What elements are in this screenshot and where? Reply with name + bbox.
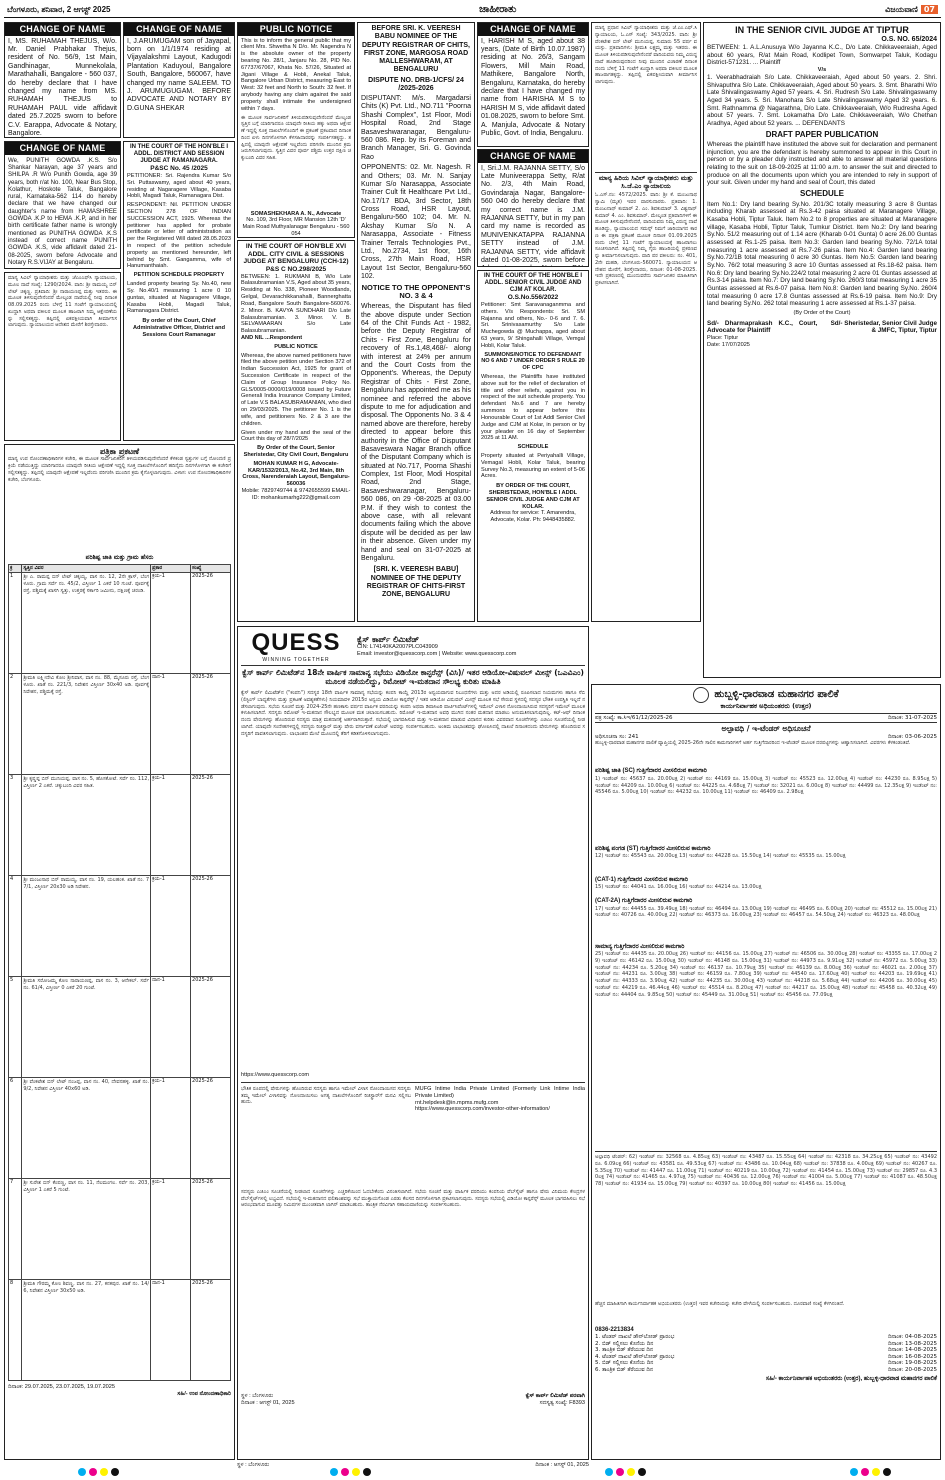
- general-works: 25) ಇಂಡೆಂಟ್ ನಂ: 44435 ರೂ. 20.00ಲಕ್ಷ 26) ಇಂಡೆಂಟ್ ನಂ: 44156 ರೂ. 15.00ಲಕ್ಷ 27) ಇಂಡೆಂಟ್ ನಂ: 46506 ರೂ. 30.00ಲಕ್ಷ 28) ಇಂಡೆಂಟ್ ನಂ: 43355 ರೂ. 17.00ಲಕ್ಷ 29) ಇಂಡೆಂಟ್ ನಂ: 46142 ರೂ. 15.00ಲಕ್ಷ 30) ಇಂಡೆಂಟ್ ನಂ: 46148 ರೂ. 15.00ಲಕ್ಷ 31) ಇಂಡೆಂಟ್ ನಂ: 44973 ರೂ. 9.91ಲಕ್ಷ 32) ಇಂಡೆಂಟ್ ನಂ: 45972 ರೂ. 5.00ಲಕ್ಷ 33) ಇಂಡೆಂಟ್ ನಂ: 44234 ರೂ. 5.20ಲಕ್ಷ 34) ಇಂಡೆಂಟ್ ನಂ: 46137 ರೂ. 10.79ಲಕ್ಷ 35) ಇಂಡೆಂಟ್ ನಂ: 46139 ರೂ. 8.00ಲಕ್ಷ 36) ಇಂಡೆಂಟ್ ನಂ: 46021 ರೂ. 2.00ಲಕ್ಷ 37) ಇಂಡೆಂಟ್ ನಂ: 44231 ರೂ. 3.00ಲಕ್ಷ 38) ಇಂಡೆಂಟ್ ನಂ: 46159 ರೂ. 7.80ಲಕ್ಷ 39) ಇಂಡೆಂಟ್ ನಂ: 44540 ರೂ. 17.60ಲಕ್ಷ 40) ಇಂಡೆಂಟ್ ನಂ: 44203 ರೂ. 19.69ಲಕ್ಷ 41) ಇಂಡೆಂಟ್ ನಂ: 44333 ರೂ. 3.90ಲಕ್ಷ 42) ಇಂಡೆಂಟ್ ನಂ: 44235 ರೂ. 30.00ಲಕ್ಷ 43) ಇಂಡೆಂಟ್ ನಂ: 44218 ರೂ. 5.68ಲಕ್ಷ 44) ಇಂಡೆಂಟ್ ನಂ: 44206 ರೂ. 30.00ಲಕ್ಷ 45) ಇಂಡೆಂಟ್ ನಂ: 44219 ರೂ. 46.44ಲಕ್ಷ 46) ಇಂಡೆಂಟ್ ನಂ: 45514 ರೂ. 8.20ಲಕ್ಷ 47) ಇಂಡೆಂಟ್ ನಂ: 44217 ರೂ. 15.00ಲಕ್ಷ 48) ಇಂಡೆಂಟ್ ನಂ: 45458 ರೂ. 40.32ಲಕ್ಷ 49) ಇಂಡೆಂಟ್ ನಂ: 44404 ರೂ. 9.85ಲಕ್ಷ 50) ಇಂಡೆಂಟ್ ನಂ: 45449 ರೂ. 31.00ಲಕ್ಷ 51) ಇಂಡೆಂಟ್ ನಂ: 45456 ರೂ. 77.09ಲಕ್ಷ: [595, 951, 937, 998]
- change-of-name-ruhamah: [4, 22, 121, 138]
- issue-date: ಬೆಂಗಳೂರು, ಶನಿವಾರ, 2 ಆಗಸ್ಟ್ 2025: [7, 4, 111, 14]
- company-name: ಕ್ವೆಸ್ ಕಾರ್ಪ್ ಲಿಮಿಟೆಡ್: [357, 634, 420, 644]
- hubli-dharwad-tender: [591, 684, 941, 1460]
- plaintiff: BETWEEN: 1. A.L.Anusuya W/o Jayanna K.C., D/o Late. Chikkaveeraiah, Aged about 60 years, R/at Main Road, Kodlipet Town, Somwarpet Taluk, Kodagu District-571231. ... Plaintiff: [707, 44, 937, 67]
- office-phone: 0836-2213834: [595, 1327, 634, 1334]
- masthead: [4, 2, 941, 18]
- black-dot: [638, 1468, 646, 1476]
- kannada-court-notice-column: [591, 22, 701, 622]
- bottom-strip: [237, 1462, 589, 1469]
- case-number: O.S. NO. 65/2024: [881, 35, 937, 43]
- page-number: 07: [921, 5, 938, 14]
- logo-text: ವಿಜಯವಾಣಿ: [885, 4, 918, 14]
- bid-5-label: 5. ಬಿಡ್ ಸಲ್ಲಿಸಲು ಕೊನೆಯ ದಿನ: [595, 1360, 654, 1367]
- public-notice-title: PUBLIC NOTICE: [274, 343, 318, 350]
- box-body: I, MS. RUHAMAH THEJUS, W/o. Mr. Daniel Prabhakar Thejus, resident of No. 56/9, 1st Main, Gandhinagar, Munnekolala, Marathahalli, Bangalore - 560 037, do hereby declare that I have changed my name from MS. RUHAMAH THEJUS to RUHAMAH PAUL vide affidavit dated 25.7.2025 sworn to before C.V. Earappa, Advocate & Notary, Bangalore.: [8, 37, 117, 137]
- black-dot: [363, 1468, 371, 1476]
- registration-marks-right: [605, 1468, 646, 1476]
- shareholder-instructions: ಭೌತಿಕ ರೂಪದಲ್ಲಿ ಷೇರುಗಳನ್ನು ಹೊಂದಿರುವ ಸದಸ್ಯರು ಹಾಗೂ ಇಮೇಲ್ ವಿಳಾಸ ನೋಂದಾಯಿಸದ ಸದಸ್ಯರು ತಮ್ಮ ಇಮೇಲ್ ವಿಳಾಸವನ್ನು ನೋಂದಾಯಿಸಲು ಅಗತ್ಯ ದಾಖಲೆಗಳೊಂದಿಗೆ ರಿಜಿಸ್ಟ್ರಾರ್‌ಗೆ ಮನವಿ ಸಲ್ಲಿಸಬಹುದು.: [241, 1085, 411, 1106]
- date-1: ದಿನಾಂಕ: 04-08-2025: [887, 1334, 937, 1341]
- category-cat1: (CAT-1) ಗುತ್ತಿಗೆದಾರರ ಮೀಸಲಿರುವ ಕಾಮಗಾರಿ: [595, 877, 689, 884]
- box-heading: CHANGE OF NAME: [124, 23, 234, 36]
- change-of-name-harish: [477, 22, 589, 147]
- box-body: I, J.ARUMUGAM son of Jayapal, born on 1/1/1974 residing at Vijayalakshmi Layout, Kadugodi Plantation Kaduyoul, Bangalore South, Bangalore, 560067, have changed my name SALEEM. TO J. ARUMUGUGAM. BEFORE ADVOCATE AND NOTARY BY D.GUNA SHEKAR: [127, 37, 231, 112]
- notice-body-continued: ಈ ಮೂಲಕ ಸಾರ್ವಜನಿಕರಿಗೆ ತಿಳಿಯಪಡಿಸುವುದೇನೆಂದರೆ ಮೇಲ್ಕಂಡ ಸ್ವತ್ತಿನ ಬಗ್ಗೆ ಯಾರಿಗಾದರೂ ಯಾವುದೇ ರೀತಿಯ ಹಕ್ಕು ಅಥವಾ ಆಕ್ಷೇಪಣೆ ಇದ್ದಲ್ಲಿ ಸೂಕ್ತ ದಾಖಲೆಗಳೊಂದಿಗೆ ಈ ಪ್ರಕಟಣೆ ಪ್ರಕಟವಾದ ದಿನಾಂಕದಿಂದ ಏಳು ದಿನಗಳೊಳಗಾಗಿ ಕೆಳಸಹಿದಾರರನ್ನು ಸಂಪರ್ಕಿಸತಕ್ಕದ್ದು. ತಪ್ಪಿದಲ್ಲಿ ಯಾವುದೇ ಆಕ್ಷೇಪಣೆ ಇಲ್ಲವೆಂದು ಪರಿಗಣಿಸಿ ಮುಂದಿನ ಕ್ರಮ ಜರುಗಿಸಲಾಗುವುದು. ಸ್ವತ್ತಿನ ವಿವರ ಪೂರ್ವ ಪಶ್ಚಿಮ ಉತ್ತರ ದಕ್ಷಿಣ ಚಕ್ಕುಬಂದಿ ವಿವರ ಸಹಿತ.: [241, 114, 351, 162]
- box-body: We, PUNITH GOWDA .K.S. S/o Shankar Narayan, age 37 years and SHILPA .R W/o Punith Gowda, age 39 years, both r/at No. 100, Near Bus Stop, Kolathur, Hoskote Taluk, Bangalore rural, Karnataka-562 114 do hereby declare that we have changed our daughter's name from HAMASHREE GOWDA .K.P to HEMA .K.P, and in her birth certificate father name is wrongly mentioned as PUNITHA GOWDA .K.S instead of correct name PUNITH GOWDA .K.S, vide affidavit dated 21-08-2025, sworn before Advocate and Notary R.S.VIJAY at Bengaluru.: [8, 156, 117, 266]
- yellow-dot: [627, 1468, 635, 1476]
- schedule-title: SCHEDULE: [799, 189, 844, 199]
- table-row: 8 ಶ್ರೀಮತಿ ಗೌರಮ್ಮ ಕೋಂ ಶಿವಣ್ಣ, ವಾಸ ನಂ. 27, ಕನಕಪುರ. ಖಾತೆ ನಂ. 14/6, ನಿವೇಶನ ವಿಸ್ತೀರ್ಣ 30x50 ಅಡಿ. ದಾನ-1 2025-26: [9, 1280, 231, 1381]
- category-st: ಪರಿಶಿಷ್ಟ ಪಂಗಡ (ST) ಗುತ್ತಿಗೆದಾರರ ಮೀಸಲಿರುವ ಕಾಮಗಾರಿ: [595, 845, 711, 852]
- date-6: ದಿನಾಂಕ: 20-08-2025: [887, 1366, 937, 1373]
- schedule-table: [8, 564, 231, 1382]
- date: ದಿನಾಂಕ : ಆಗಸ್ಟ್ 01, 2025: [241, 1399, 295, 1406]
- petitioners: BETWEEN: 1. RUKMANI B, W/o Late Balasubramanian V.S, Aged about 35 years, Residing at No. 338, Pioneer Woodlands, Gelgal, Devarachikkanahalli, Bannerghatta Road, Bangalore South Bangalore-560076. 2. Minor. B. KAVYA SUNDHARI D/o Late Balasubramanian. 3. Minor. V. B. SELVAMAARAN S/o Late Balasubramanian.: [241, 273, 351, 335]
- court-order: (By Order of the Court): [793, 309, 851, 316]
- public-notice-body: Whereas, the above named petitioners have filed the above petition under Section 372 of Indian Succession Act, 1925 for grant of Succession Certificate in respect of the Claim of Group Insurance Policy No. GLS/0005-0000/019/0008 issued by Future Generali India Insurance Company Limited, of Late V.S BALASUBRAMANIAN, who died on 29/03/2025. The petitioner No. 1 is the wife, and petitioners No. 2 & 3 are the children.: [241, 352, 351, 427]
- box-heading: CHANGE OF NAME: [478, 150, 588, 163]
- schedule-body: Item No.1: Dry land bearing Sy.No. 201/3C totally measuring 3 acre 8 Guntas including Kharab assessed at Rs.3-42 paisa situated at Maranagere Village, Kasaba Hobli, Tiptur Taluk. Item No.2 to 8 properties are situated at Maranagere village, Kasaba Hobli, Tiptur Taluk, Tumkur District. Item No.2: Dry land bearing Sy.No. 51/2 measuring out of 1.14 acre (Kharab 0-01 Gunta) 0 acre 26.00 Guntas assessed at Rs.1-25 paisa. Item No.3: Garden land bearing Sy.No. 72/1A total measuring 1 acre assessed at Rs.7-26 paisa. Item No.4: Garden land bearing Sy.No.72/1B total measuring 0 acre 30 Guntas. Item No.5: Garden land bearing Sy.No. 76/2 total measuring 3 acre 10 Guntas assessed at Rs.18-62 paisa. Item No.6: Dry land bearing Sy.No.224/2 total measuring 2 acre 01 Guntas assessed at Rs.3-14 paisa. Item No.7: Dry land bearing Sy.No. 260/3 total measuring 1 acre 35 Guntas assessed at Rs.6-07 paisa. Item No.8: Garden land bearing Sy.No. 260/4 total measuring 0 acre 17.8 Guntas assessed at Rs.6-19 paisa. Item No.9: Dry land bearing Sy.No. 262 total measuring 1 acre assessed at Rs.1-37 paisa.: [707, 200, 937, 308]
- bottom-date: ದಿನಾಂಕ : ಆಗಸ್ಟ್ 01, 2025: [535, 1462, 589, 1468]
- magenta-dot: [861, 1468, 869, 1476]
- case-number: P&SC No. 45 /2025: [150, 165, 208, 173]
- col-ref: ಸಂಖ್ಯೆ: [191, 564, 231, 573]
- date-2: ದಿನಾಂಕ: 13-08-2025: [887, 1340, 937, 1347]
- table-row: 6 ಶ್ರೀ ವೆಂಕಟೇಶ ಬಿನ್ ಲೇಟ್ ನಂಜಪ್ಪ, ವಾಸ ನಂ. 40, ದೇವನಹಳ್ಳಿ. ಖಾತೆ ನಂ. 9/2, ನಿವೇಶನ ವಿಸ್ತೀರ್ಣ 40x60 ಅಡಿ. ಕ್ರಯ-1 2025-26: [9, 1078, 231, 1179]
- petitioner: PETITIONER: Sri. Rajendra Kumar S/o Sri. Puttaswamy, aged about 40 years, residing at Nagaragere Village, Kasaba Hobli, Magadi Taluk, Ramanagara Dist.: [127, 172, 231, 200]
- section-title: ಜಾಹೀರಾತು: [479, 3, 517, 15]
- yellow-dot: [100, 1468, 108, 1476]
- kannada-property-schedule: [4, 444, 235, 1460]
- draft-body: Whereas the plaintiff have instituted the above suit for declaration and permanent injunction, you are the defendant is hereby summoned to appear in this Court in person or by a pleader duly instructed and able to answer all material questions relating to the suit on 18-09-2025 at 11:00 a.m. to answer the suit and directed to produce on all the documents upon which you are intended to rely in support of your suit. Given under my hand and seal of Court, this dated: [707, 141, 937, 187]
- case-number: P&S C NO.298/2025: [265, 265, 327, 273]
- quess-rta-section: [241, 1082, 585, 1186]
- bid-end-label: 2. ಬಿಡ್ ಸಲ್ಲಿಸಲು ಕೊನೆಯ ದಿನ: [595, 1340, 654, 1347]
- schedule-title: SCHEDULE: [517, 444, 549, 451]
- defendants: 1. Veerabhadraiah S/o Late. Chikkaveeraiah, Aged about 50 years. 2. Shri. Shivaputhra S/o Late. Chikkaveeraiah, Aged about 50 years. 3. Smt. Bharathi W/o Late Shivalingaswamy Aged 57 years. 4. Sri. Rudresh S/o Late. Shivalingaswamy Aged 34 years. 5. Sri. Manohara S/o Late Shivalingaswamy Aged 32 years. 6. Smt. Rathnamma @ Nagarathna, D/o Late. Chikkaveeraiah, W/o Rudresha Aged about 57 years. 7. Smt. Lokamatha D/o Late. Chikkaveeraiah, W/o Chethan Aradhya, Aged about 52 years. ... DEFENDANTS: [707, 73, 937, 127]
- box-heading: PUBLIC NOTICE: [238, 23, 354, 36]
- date-3: ದಿನಾಂಕ: 14-08-2025: [887, 1347, 937, 1354]
- col-no: ಕ್ರ: [9, 564, 22, 573]
- reference-row: [595, 713, 937, 723]
- quess-brand: QUESS: [251, 629, 341, 656]
- box-body: I, Sri.J.M. RAJANNA SETTY, S/o Late Muniveerappa Setty, R/at No. 2/3, 4th Main Road, Govindaraja Nagar, Bangalore-560 040 do hereby declare that my correct name is J.M. RAJANNA SETTY, but in my pan card my name is recorded as MUNIVENKATAPPA RAJANNA SETTY instead of J.M. RAJANNA SETTY, vide affidavit dated 01-08-2025, sworn before: [481, 164, 585, 264]
- notice-body: Whereas, the Disputant has filed the above dispute under Section 64 of the Chit Funds Act - 1982, before the Deputy Registrar of Chits - First Zone, Bengaluru for recovery of Rs.1,48,468/- along with interest at 24% per annum and the Court Costs from the Opponent's. Whereas, the Deputy Registrar of Chits - First Zone, Bengaluru has appointed me as his nominee and referred the above dispute to me for adjudication and disposal. The Opponents No. 3 & 4 named above are therefore, hereby directed to appear before this authority in the Office of Disputant Basaveswara Nagar Branch office of the Disputant Company which is situated at No.717, Poorna Shashi Complex, 1st Floor, Modi Hospital Road, 2nd Stage, Basaveshwaranagar, Bengaluru-560 086, on 29 -08-2025 at 03.00 P.M. if they wish to contest the above case, with all relevant documents failing which the above dispute will be decided as per law in their absence. Given under my hand and seal on 31-07-2025 at Bengaluru.: [361, 303, 471, 562]
- notice-body: RESPONDENT: Nil. PETITION UNDER SECTION 278 OF INDIAN SUCCESSION ACT, 1925. Whereas the petitioner has applied for probate certificate or letter of administration as per the Registered Will dated 28.05.2023 in respect of the petition schedule property as mentioned hereunder, left behind by Smt. Gangamma, wife of Hanumanthaiah.: [127, 202, 231, 270]
- tender-contact: ಹೆಚ್ಚಿನ ಮಾಹಿತಿಗಾಗಿ ಕಾರ್ಯನಿರ್ವಾಹಕ ಅಭಿಯಂತರರು (ಉತ್ತರ) ಇವರ ಕಚೇರಿಯನ್ನು ಕಚೇರಿ ವೇಳೆಯಲ್ಲಿ ಸಂಪರ್ಕಿಸಬಹುದು. ದೂರವಾಣಿ ಸಂಖ್ಯೆ ಕೆಳಗಿನಂತಿದೆ.: [595, 1301, 845, 1308]
- opponents: OPPONENTS: 02. Mr. Nagesh. R and Others; 03. Mr. N. Sanjay Kumar S/o Narasappa, Associate Trainer Cult fit Healthcare Pvt Ltd., No.17/17 BDA, 3rd Sector, 18th Cross Road, HSR Layout, Bengaluru-560 102; 04. Mr. N. Akshay Kumar S/o N. A Narasappa, Associate - Fitness Trainer Terrals Technologies Pvt., Ltd., No.2734, 1st floor, 16th Cross, 27th Main Road, HSR Layout 1st Sector, Bengaluru-560 102.: [361, 164, 471, 281]
- rta-email[interactable]: rnt.helpdesk@in.mpms.mufg.com: [415, 1099, 499, 1106]
- sc-works: 1) ಇಂಡೆಂಟ್ ನಂ: 45637 ರೂ. 20.00ಲಕ್ಷ 2) ಇಂಡೆಂಟ್ ನಂ: 44169 ರೂ. 15.00ಲಕ್ಷ 3) ಇಂಡೆಂಟ್ ನಂ: 45523 ರೂ. 12.00ಲಕ್ಷ 4) ಇಂಡೆಂಟ್ ನಂ: 44230 ರೂ. 8.95ಲಕ್ಷ 5) ಇಂಡೆಂಟ್ ನಂ: 44209 ರೂ. 10.00ಲಕ್ಷ 6) ಇಂಡೆಂಟ್ ನಂ: 44225 ರೂ. 4.68ಲಕ್ಷ 7) ಇಂಡೆಂಟ್ ನಂ: 32021 ರೂ. 6.00ಲಕ್ಷ 8) ಇಂಡೆಂಟ್ ನಂ: 44499 ರೂ. 12.35ಲಕ್ಷ 9) ಇಂಡೆಂಟ್ ನಂ: 45546 ರೂ. 5.00ಲಕ್ಷ 10) ಇಂಡೆಂಟ್ ನಂ: 44232 ರೂ. 10.00ಲಕ್ಷ 11) ಇಂಡೆಂಟ್ ನಂ: 46409 ರೂ. 2.98ಲಕ್ಷ: [595, 775, 937, 796]
- kannada-notice-top: ಮಾನ್ಯ ಪ್ರಧಾನ ಸಿವಿಲ್ ನ್ಯಾಯಾಧೀಶರು ಮತ್ತು ಜೆ.ಎಂ.ಎಫ್.ಸಿ ನ್ಯಾಯಾಲಯ, ಓ.ಎಸ್ ಸಂಖ್ಯೆ: 343/2025. ವಾದಿ: ಶ್ರೀ ವೆಂಕಟೇಶ ಬಿನ್ ಲೇಟ್ ಮುನಿಯಪ್ಪ, ಸುಮಾರು 55 ವರ್ಷ ವಯಸ್ಸು. ಪ್ರತಿವಾದಿಗಳು: ಶ್ರೀಮತಿ ಲಕ್ಷ್ಮಮ್ಮ ಮತ್ತು ಇತರರು. ಈ ಮೂಲಕ ತಿಳಿಯಪಡಿಸುವುದೇನೆಂದರೆ ವಾದಿಯವರು ನಿಮ್ಮ ವಿರುದ್ಧ ದಾವೆ ಹೂಡಿರುವುದರಿಂದ ನೀವು ಮುಂದಿನ ವಿಚಾರಣೆ ದಿನಾಂಕದಂದು ಬೆಳಿಗ್ಗೆ 11 ಗಂಟೆಗೆ ಖುದ್ದಾಗಿ ಅಥವಾ ವಕೀಲರ ಮೂಲಕ ಹಾಜರಾಗತಕ್ಕದ್ದು. ತಪ್ಪಿದಲ್ಲಿ ಏಕಪಕ್ಷೀಯವಾಗಿ ತೀರ್ಮಾನಿಸಲಾಗುವುದು.: [595, 25, 697, 85]
- court-title: IN THE COURT OF HON'BLE XVI ADDL. CITY CIVIL & SESSIONS JUDGE AT BENGALURU (CCH-12): [243, 243, 349, 266]
- magenta-dot: [341, 1468, 349, 1476]
- cat2a-works: 17) ಇಂಡೆಂಟ್ ನಂ: 44455 ರೂ. 39.49ಲಕ್ಷ 18) ಇಂಡೆಂಟ್ ನಂ: 46494 ರೂ. 13.00ಲಕ್ಷ 19) ಇಂಡೆಂಟ್ ನಂ: 46495 ರೂ. 6.00ಲಕ್ಷ 20) ಇಂಡೆಂಟ್ ನಂ: 45512 ರೂ. 15.00ಲಕ್ಷ 21) ಇಂಡೆಂಟ್ ನಂ: 40726 ರೂ. 40.00ಲಕ್ಷ 22) ಇಂಡೆಂಟ್ ನಂ: 46373 ರೂ. 16.00ಲಕ್ಷ 23) ಇಂಡೆಂಟ್ ನಂ: 46457 ರೂ. 54.50ಲಕ್ಷ 24) ಇಂಡೆಂಟ್ ನಂ: 46323 ರೂ. 48.00ಲಕ್ಷ: [595, 905, 937, 919]
- bid-4-label: 4. ಟೆಂಡರ್ ದಾಖಲೆ ಡೌನ್‌ಲೋಡ್ ಪ್ರಾರಂಭ: [595, 1353, 675, 1360]
- advocate-address: No. 109, 3rd Floor, MR Mansion 12th 'D' Main Road Muthyalanagar Bengaluru - 560 054: [242, 217, 350, 237]
- notification-number: ಅಧಿಸೂಚನಾ ಸಂ: 241: [595, 733, 639, 740]
- parties: Petitioner: Smt Saravanaganmma and others. V/s Respondents: Sri. SM Rajanna and others, No.- 0-6 and 7. 6. Sri. Srinivasamurthy S/o Late Muchegowda @ Muchappa, aged about 63 years, 9/ Shingahalli Village, Vemgal Hobli, Kolar Taluk.: [481, 301, 585, 349]
- black-dot: [111, 1468, 119, 1476]
- place: ಸ್ಥಳ : ಬೆಂಗಳೂರು: [241, 1392, 274, 1399]
- yellow-dot: [872, 1468, 880, 1476]
- yellow-dot: [352, 1468, 360, 1476]
- place: Place: Tiptur: [707, 335, 739, 342]
- registration-marks-left: [78, 1468, 119, 1476]
- change-of-name-arumugam: [123, 22, 235, 138]
- reference-date: ದಿನಾಂಕ: 31-07-2025: [887, 714, 937, 721]
- bottom-place: ಸ್ಥಳ : ಬೆಂಗಳೂರು: [237, 1462, 270, 1468]
- city-civil-court-notice: [237, 240, 355, 622]
- col-type: ಪ್ರಕಾರ: [151, 564, 191, 573]
- draft-title: DRAFT PAPER PUBLICATION: [765, 129, 879, 139]
- notification-date: ದಿನಾಂಕ: 03-06-2025: [887, 733, 937, 740]
- tender-intro: ಹುಬ್ಬಳ್ಳಿ-ಧಾರವಾಡ ಮಹಾನಗರ ಪಾಲಿಕೆ ವ್ಯಾಪ್ತಿಯಲ್ಲಿ 2025-26ನೇ ಸಾಲಿನ ಕಾಮಗಾರಿಗಳಿಗೆ ಅರ್ಹ ಗುತ್ತಿಗೆದಾರರಿಂದ ಇ-ಟೆಂಡರ್ ಮೂಲಕ ದರಪಟ್ಟಿಗಳನ್ನು ಆಹ್ವಾನಿಸಲಾಗಿದೆ. ವಿವರಗಳು ಕೆಳಕಂಡಂತಿವೆ.: [595, 740, 911, 747]
- category-sc: ಪರಿಶಿಷ್ಟ ಜಾತಿ (SC) ಗುತ್ತಿಗೆದಾರರ ಮೀಸಲಿರುವ ಕಾಮಗಾರಿ: [595, 768, 707, 775]
- advocate-sign: Sd/- Dharmaprakash K.C., Court, Advocate for Plaintiff: [707, 319, 818, 335]
- table-row: 4 ಶ್ರೀ ಮಂಜುನಾಥ ಬಿನ್ ರಾಮಯ್ಯ, ವಾಸ ನಂ. 19, ಯಲಹಂಕ. ಖಾತೆ ನಂ. 77/1, ವಿಸ್ತೀರ್ಣ 20x30 ಅಡಿ ನಿವೇಶನ. ಕ್ರಯ-1 2025-26: [9, 876, 231, 977]
- quess-agm-notice: [237, 626, 589, 1460]
- table-header-row: [9, 564, 231, 573]
- disputant: DISPUTANT: M/s. Margadarsi Chits (K) Pvt. Ltd., NO.711 "Poorna Shashi Complex", 1st Floor, Modi Hospital Road, 2nd Stage Basaveshwaranagar, Bengaluru-560 086. Rep. by its Foreman and Branch Manager, Sri. G. Govinda Rao: [361, 95, 471, 161]
- tender-subtitle: ಅಲ್ಪಾವಧಿ / ಇ-ಟೆಂಡರ್ ಅಧಿಸೂಚನೆ: [721, 724, 811, 734]
- dispute-number: DISPUTE NO. DRB-1/CFS/ 24 /2025-2026: [368, 76, 464, 92]
- corporation-name: ಹುಬ್ಬಳ್ಳಿ-ಧಾರವಾಡ ಮಹಾನಗರ ಪಾಲಿಕೆ: [714, 689, 839, 701]
- box-heading: CHANGE OF NAME: [478, 23, 588, 36]
- kannada-notice-text: ಮಾನ್ಯ ಸಿವಿಲ್ ನ್ಯಾಯಾಧೀಶರು ಮತ್ತು ಜೆಎಂಎಫ್‌ಸಿ ನ್ಯಾಯಾಲಯ, ಮೂಲ ದಾವೆ ಸಂಖ್ಯೆ: 1290/2024. ವಾದಿ: ಶ್ರೀ ರಾಮಯ್ಯ ಬಿನ್ ಲೇಟ್ ಚಿಕ್ಕಣ್ಣ. ಪ್ರತಿವಾದಿ: ಶ್ರೀ ನಾರಾಯಣಪ್ಪ ಮತ್ತು ಇತರರು. ಈ ಮೂಲಕ ತಿಳಿಸುವುದೇನೆಂದರೆ ಮೇಲ್ಕಂಡ ದಾವೆಯಲ್ಲಿ ನೀವು ದಿನಾಂಕ 08.09.2025 ರಂದು ಬೆಳಿಗ್ಗೆ 11 ಗಂಟೆಗೆ ನ್ಯಾಯಾಲಯದಲ್ಲಿ ಖುದ್ದಾಗಿ ಅಥವಾ ವಕೀಲರ ಮೂಲಕ ಹಾಜರಾಗಿ ನಿಮ್ಮ ಆಕ್ಷೇಪಣೆಯನ್ನು ಸಲ್ಲಿಸತಕ್ಕದ್ದು. ತಪ್ಪಿದಲ್ಲಿ ಏಕಪಕ್ಷೀಯವಾಗಿ ತೀರ್ಮಾನಿಸಲಾಗುವುದು. ನ್ಯಾಯಾಲಯದ ಆದೇಶದ ಮೇರೆಗೆ ಶಿರಸ್ತೇದಾರರು.: [8, 275, 117, 329]
- case-number: O.S.No.556/2022: [507, 294, 559, 302]
- rta-details: [415, 1086, 585, 1186]
- table-row: 1 ಶ್ರೀ ಎ. ರಾಮಪ್ಪ ಬಿನ್ ಲೇಟ್ ಚಿಕ್ಕಯ್ಯ, ವಾಸ ನಂ. 12, 2ನೇ ಕ್ರಾಸ್, ಬೆಂಗಳೂರು. ಗ್ರಾಮ ಸರ್ವೆ ನಂ. 45/2, ವಿಸ್ತೀರ್ಣ 1 ಎಕರೆ 10 ಗುಂಟೆ. ಪೂರ್ವಕ್ಕೆ ರಸ್ತೆ, ಪಶ್ಚಿಮಕ್ಕೆ ಖಾಸಗಿ ಸ್ವತ್ತು, ಉತ್ತರಕ್ಕೆ ಸರ್ಕಾರಿ ಜಮೀನು, ದಕ್ಷಿಣಕ್ಕೆ ಚರಂಡಿ. ಕ್ರಯ-1 2025-26: [9, 573, 231, 674]
- public-notice-shwetha: [237, 22, 355, 238]
- quess-tagline: WINNING TOGETHER: [262, 657, 330, 664]
- sheristedar-sign: Sd/- Sheristedar, Senior Civil Judge & JMFC, Tiptur, Tiptur: [830, 319, 937, 335]
- magenta-dot: [616, 1468, 624, 1476]
- quess-company-info: [357, 635, 585, 658]
- registration-marks-middle: [330, 1468, 371, 1476]
- kannada-notice-body: ಓ.ಎಸ್.ನಂ: 4572/2025. ವಾದಿ: ಶ್ರೀ ಕೆ. ಮಂಜುನಾಥ ಸ್ವಾಮಿ (ಮೃತ) ಇವರ ವಾರಸುದಾರರು. ಪ್ರತಿವಾದಿ: 1. ಮಂಜುನಾಥ್ ಕುಮಾರ್ 2. ಎಂ. ಶಿವಕುಮಾರ್ 3. ವಿಶ್ವನಾಥ್ ಕುಮಾರ್ 4. ಎಂ. ಶಿವಕುಮಾರ್. ಮೇಲ್ಕಂಡ ಪ್ರತಿವಾದಿಗಳಿಗೆ ಈ ಮೂಲಕ ತಿಳಿಸುವುದೇನೆಂದರೆ, ವಾದಿಯವರು ನಿಮ್ಮ ವಿರುದ್ಧ ದಾವೆ ಹೂಡಿದ್ದು, ನ್ಯಾಯಾಲಯದ ಸಮನ್ಸ್ ನಿಮಗೆ ಜಾರಿಯಾಗದ ಕಾರಣ ಈ ಪತ್ರಿಕಾ ಪ್ರಕಟಣೆ ಮೂಲಕ ದಿನಾಂಕ 01.09.2025 ರಂದು ಬೆಳಿಗ್ಗೆ 11 ಗಂಟೆಗೆ ನ್ಯಾಯಾಲಯಕ್ಕೆ ಹಾಜರಾಗಲು ಸೂಚಿಸಲಾಗಿದೆ. ತಪ್ಪಿದಲ್ಲಿ ನಿಮ್ಮ ಗೈರು ಹಾಜರಿಯಲ್ಲಿ ಪ್ರಕರಣವನ್ನು ತೀರ್ಮಾನಿಸಲಾಗುವುದು. ವಾದಿ ಪರ ವಕೀಲರು: ನಂ. 401, 2ನೇ ಮಹಡಿ, ಬೆಂಗಳೂರು-560071. ನ್ಯಾಯಾಲಯದ ಆದೇಶದ ಮೇರೆಗೆ, ಶಿರಸ್ತೇದಾರರು, ದಿನಾಂಕ: 01-08-2025. ಇದೇ ಪ್ರಕರಣದಲ್ಲಿ ಮುಂದುವರೆದು ಸಾರ್ವಜನಿಕರ ಮಾಹಿತಿಗಾಗಿ ಪ್ರಕಟಿಸಲಾಗಿದೆ.: [595, 192, 697, 287]
- summons-body: Whereas, the Plaintiffs have instituted above suit for the relief of declaration of title and other reliefs, against you in respect of the suit schedule property. You defendant No.6 and 7 are hereby summons to appear before this Honourable Court of 1st Addl Senior Civil Judge and CJM at Kolar, in person or by your pleader on 16 day of September 2025 at 11 AM.: [481, 374, 585, 442]
- date: Date: 17/07/2025: [707, 341, 750, 348]
- registration-marks-far-right: [850, 1468, 891, 1476]
- black-dot: [883, 1468, 891, 1476]
- notice-title: ಪತ್ರಿಕಾ ಪ್ರಕಟಣೆ: [99, 447, 140, 456]
- col-details: ಸ್ವತ್ತಿನ ವಿವರ: [22, 564, 151, 573]
- notice-title: BEFORE SRI. K. VEERESH BABU NOMINEE OF THE DEPUTY REGISTRAR OF CHITS, FIRST ZONE, MARGOSA ROAD MALLESHWARAM, AT BENGALURU: [362, 25, 470, 74]
- agm-body: ಕ್ವೆಸ್ ಕಾರ್ಪ್ ಲಿಮಿಟೆಡ್‌ನ ("ಕಂಪನಿ") ಸದಸ್ಯರ 18ನೇ ವಾರ್ಷಿಕ ಸಾಮಾನ್ಯ ಸಭೆಯನ್ನು ಕಂಪನಿ ಕಾಯ್ದೆ 2013ರ ಅನ್ವಯವಾಗುವ ನಿಬಂಧನೆಗಳು ಮತ್ತು ಅದರ ಅಡಿಯಲ್ಲಿ ರೂಪಿಸಲಾದ ನಿಯಮಗಳು ಹಾಗೂ ಸೆಬಿ (ಲಿಸ್ಟಿಂಗ್ ಬಾಧ್ಯತೆಗಳು ಮತ್ತು ಪ್ರಕಟಣೆ ಅವಶ್ಯಕತೆಗಳು) ನಿಯಮಾವಳಿ 2015ರ ಅನ್ವಯ ವಿಡಿಯೋ ಕಾನ್ಫರೆನ್ಸ್ / ಇತರ ಆಡಿಯೋ ವಿಷುವಲ್ ಮೀನ್ಸ್ ಮೂಲಕ ಸಭೆ ಸೇರುವ ಸ್ಥಳದಲ್ಲಿ ಸದಸ್ಯರ ಭೌತಿಕ ಉಪಸ್ಥಿತಿ ಇಲ್ಲದೆ ನಡೆಸಲಾಗುವುದು. ಸಭೆಯ ಸೂಚನೆ ಮತ್ತು 2024-25ನೇ ಹಣಕಾಸು ವರ್ಷದ ವಾರ್ಷಿಕ ವರದಿಯನ್ನು ಕಂಪನಿ ಅಥವಾ ಡಿಪಾಸಿಟರಿ ಪಾರ್ಟಿಸಿಪೆಂಟ್‌ಗಳಲ್ಲಿ ಇಮೇಲ್ ವಿಳಾಸ ನೋಂದಾಯಿಸಿರುವ ಸದಸ್ಯರಿಗೆ ಇಮೇಲ್ ಮೂಲಕ ಕಳುಹಿಸಲಾಗಿದೆ. ಸದಸ್ಯರು ರಿಮೋಟ್ ಇ-ಮತದಾನ ಸೌಲಭ್ಯದ ಮೂಲಕ ಮತ ಚಲಾಯಿಸಬಹುದು. ರಿಮೋಟ್ ಇ-ಮತದಾನ ಅವಧಿ ಮುಗಿದ ನಂತರ ಮತದಾನ ಮಾಡಲು ಅನುಮತಿಸಲಾಗುವುದಿಲ್ಲ. ಕಟ್-ಆಫ್ ದಿನಾಂಕದಂದು ಷೇರುಗಳನ್ನು ಹೊಂದಿರುವ ಸದಸ್ಯರು ಮಾತ್ರ ಮತದಾನಕ್ಕೆ ಅರ್ಹರಾಗಿರುತ್ತಾರೆ. ಸಭೆಯಲ್ಲಿ ಭಾಗವಹಿಸುವ ಮತ್ತು ಇ-ಮತದಾನ ಮಾಡುವ ವಿಧಾನದ ಕುರಿತು ವಿವರವಾದ ಸೂಚನೆಗಳನ್ನು ಎಜಿಎಂ ಸೂಚನೆಯಲ್ಲಿ ನೀಡಲಾಗಿದೆ. ಯಾವುದೇ ಸಂದೇಹಗಳಿದ್ದಲ್ಲಿ ಸದಸ್ಯರು ರಿಜಿಸ್ಟ್ರಾರ್ ಮತ್ತು ಷೇರು ವರ್ಗಾವಣೆ ಏಜೆಂಟ್ ಅವರನ್ನು ಸಂಪರ್ಕಿಸಬಹುದು. ಅಂತಿಮ ಲಾಭಾಂಶವನ್ನು ಘೋಷಿಸಿದಲ್ಲಿ ದಾಖಲೆ ದಿನಾಂಕದಂದು ಷೇರುಗಳನ್ನು ಹೊಂದಿರುವ ಸದಸ್ಯರಿಗೆ ಪಾವತಿಸಲಾಗುವುದು. ಲಾಭಾಂಶದ ಮೇಲೆ ಮೂಲದಲ್ಲಿ ತೆರಿಗೆ ಕಡಿತಗೊಳಿಸಲಾಗುವುದು.: [241, 690, 585, 737]
- advocate-name: SOMASHEKHARA A. N., Advocate: [250, 210, 342, 217]
- category-general: ಸಾಮಾನ್ಯ ಗುತ್ತಿಗೆದಾರರ ಮೀಸಲಿರುವ ಕಾಮಗಾರಿ: [595, 943, 685, 950]
- quess-logo: [241, 629, 351, 663]
- quess-header: [241, 629, 585, 666]
- court-title: IN THE COURT OF THE HON'BLE I ADDL. DISTRICT AND SESSION JUDGE AT RAMANAGARA.: [129, 144, 229, 165]
- kannada-court-title: ಮಾನ್ಯ ಹಿರಿಯ ಸಿವಿಲ್ ನ್ಯಾಯಾಧೀಶರು ಮತ್ತು ಸಿ.ಜೆ.ಎಂ ನ್ಯಾಯಾಲಯ: [598, 174, 694, 190]
- table-row: 2 ಶ್ರೀಮತಿ ಲಕ್ಷ್ಮೀದೇವಿ ಕೋಂ ಶ್ರೀನಿವಾಸ, ವಾಸ ನಂ. 88, ಮೈಸೂರು ರಸ್ತೆ, ಬೆಂಗಳೂರು. ಖಾತೆ ನಂ. 221/3, ನಿವೇಶನ ವಿಸ್ತೀರ್ಣ 30x40 ಅಡಿ. ಪೂರ್ವಕ್ಕೆ ನಿವೇಶನ, ಪಶ್ಚಿಮಕ್ಕೆ ರಸ್ತೆ. ದಾನ-1 2025-26: [9, 674, 231, 775]
- kannada-legal-notice: [4, 272, 121, 441]
- cyan-dot: [605, 1468, 613, 1476]
- table-title: ಪರಿಶಿಷ್ಟ ಜಾತಿ ಮತ್ತು ಗ್ರಾಮ ಹೆಸರು: [85, 554, 154, 562]
- tech-bid-label: 3. ತಾಂತ್ರಿಕ ಬಿಡ್ ತೆರೆಯುವ ದಿನ: [595, 1347, 654, 1354]
- table-row: 7 ಶ್ರೀ ಸುರೇಶ ಬಿನ್ ಕೆಂಪಣ್ಣ, ವಾಸ ನಂ. 11, ನೆಲಮಂಗಲ. ಸರ್ವೆ ನಂ. 203, ವಿಸ್ತೀರ್ಣ 1 ಎಕರೆ 5 ಗುಂಟೆ. ಕ್ರಯ-1 2025-26: [9, 1179, 231, 1280]
- st-works: 12) ಇಂಡೆಂಟ್ ನಂ: 45543 ರೂ. 20.00ಲಕ್ಷ 13) ಇಂಡೆಂಟ್ ನಂ: 44228 ರೂ. 15.50ಲಕ್ಷ 14) ಇಂಡೆಂಟ್ ನಂ: 45535 ರೂ. 15.00ಲಕ್ಷ: [595, 853, 846, 860]
- given-date: Given under my hand and the seal of the Court this day of 28/7/2025: [241, 429, 351, 443]
- summons-title: SUMMONS/NOTICE TO DEFENDANT NO 6 AND 7 UNDER ORDER 5 RULE 20 OF CPC: [481, 351, 585, 372]
- tender-sign: ಸಹಿ/- ಕಾರ್ಯನಿರ್ವಾಹಕ ಅಭಿಯಂತರರು (ಉತ್ತರ), ಹುಬ್ಬಳ್ಳಿ-ಧಾರವಾಡ ಮಹಾನಗರ ಪಾಲಿಕೆ: [765, 1376, 937, 1383]
- date-4: ದಿನಾಂಕ: 16-08-2025: [887, 1353, 937, 1360]
- signatory: [SRI. K. VEERESH BABU] NOMINEE OF THE DEPUTY REGISTRAR OF CHITS-FIRST ZONE, BENGALURU: [366, 566, 466, 599]
- cyan-dot: [330, 1468, 338, 1476]
- tiptur-court-summons: [703, 22, 941, 678]
- box-heading: CHANGE OF NAME: [5, 142, 120, 155]
- quess-place-date: [241, 1393, 295, 1407]
- signatory: ಕ್ವೆಸ್ ಕಾರ್ಪ್ ಲಿಮಿಟೆಡ್ ಪರವಾಗಿ: [525, 1392, 585, 1399]
- short-term-works: ಅಲ್ಪಾವಧಿ ಟೆಂಡರ್: 62) ಇಂಡೆಂಟ್ ನಂ: 32568 ರೂ. 4.85ಲಕ್ಷ 63) ಇಂಡೆಂಟ್ ನಂ: 43487 ರೂ. 15.55ಲಕ್ಷ 64) ಇಂಡೆಂಟ್ ನಂ: 42318 ರೂ. 34.25ಲಕ್ಷ 65) ಇಂಡೆಂಟ್ ನಂ: 43492 ರೂ. 6.09ಲಕ್ಷ 66) ಇಂಡೆಂಟ್ ನಂ: 43581 ರೂ. 49.53ಲಕ್ಷ 67) ಇಂಡೆಂಟ್ ನಂ: 43486 ರೂ. 10.04ಲಕ್ಷ 68) ಇಂಡೆಂಟ್ ನಂ: 37838 ರೂ. 4.00ಲಕ್ಷ 69) ಇಂಡೆಂಟ್ ನಂ: 40267 ರೂ. 5.35ಲಕ್ಷ 70) ಇಂಡೆಂಟ್ ನಂ: 41447 ರೂ. 11.00ಲಕ್ಷ 71) ಇಂಡೆಂಟ್ ನಂ: 40219 ರೂ. 10.00ಲಕ್ಷ 72) ಇಂಡೆಂಟ್ ನಂ: 41454 ರೂ. 15.00ಲಕ್ಷ 73) ಇಂಡೆಂಟ್ ನಂ: 29857 ರೂ. 4.30ಲಕ್ಷ 74) ಇಂಡೆಂಟ್ ನಂ: 41465 ರೂ. 4.97ಲಕ್ಷ 75) ಇಂಡೆಂಟ್ ನಂ: 40436 ರೂ. 12.00ಲಕ್ಷ 76) ಇಂಡೆಂಟ್ ನಂ: 41004 ರೂ. 5.00ಲಕ್ಷ 77) ಇಂಡೆಂಟ್ ನಂ: 41087 ರೂ. 48.50ಲಕ್ಷ 78) ಇಂಡೆಂಟ್ ನಂ: 41934 ರೂ. 15.00ಲಕ್ಷ 79) ಇಂಡೆಂಟ್ ನಂ: 40397 ರೂ. 10.00ಲಕ್ಷ 80) ಇಂಡೆಂಟ್ ನಂ: 41456 ರೂ. 15.00ಲಕ್ಷ: [595, 1151, 937, 1301]
- notice-subtitle: NOTICE TO THE OPPONENT'S NO. 3 & 4: [361, 282, 471, 301]
- box-heading: CHANGE OF NAME: [5, 23, 120, 36]
- category-cat2a: (CAT-2A) ಗುತ್ತಿಗೆದಾರರ ಮೀಸಲಿರುವ ಕಾಮಗಾರಿ: [595, 898, 693, 905]
- court-sign: By order of the Court, Chief Administrative Officer, District and Sessions Court Ramanagar: [132, 318, 225, 338]
- court-title: IN THE SENIOR CIVIL JUDGE AT TIPTUR: [735, 25, 909, 35]
- agm-body-continued: ಸದಸ್ಯರು ಎಜಿಎಂ ಸೂಚನೆಯಲ್ಲಿ ನೀಡಲಾದ ಸೂಚನೆಗಳನ್ನು ಎಚ್ಚರಿಕೆಯಿಂದ ಓದಬೇಕೆಂದು ವಿನಂತಿಸಲಾಗಿದೆ. ಸಭೆಯ ಸೂಚನೆ ಮತ್ತು ವಾರ್ಷಿಕ ವರದಿಯು ಕಂಪನಿಯ ವೆಬ್‌ಸೈಟ್ ಹಾಗೂ ಷೇರು ವಿನಿಮಯ ಕೇಂದ್ರಗಳ ವೆಬ್‌ಸೈಟ್‌ಗಳಲ್ಲಿ ಲಭ್ಯವಿದೆ. ಸಭೆಯಲ್ಲಿ ಇ-ಮತದಾನದ ಫಲಿತಾಂಶವನ್ನು ಸಭೆ ಮುಕ್ತಾಯಗೊಂಡ ಎರಡು ಕೆಲಸದ ದಿನಗಳೊಳಗಾಗಿ ಪ್ರಕಟಿಸಲಾಗುವುದು. ಸದಸ್ಯರು ಸಭೆಯಲ್ಲಿ ವಿಡಿಯೋ ಕಾನ್ಫರೆನ್ಸ್ ಮೂಲಕ ಭಾಗವಹಿಸಲು ಸಭೆ ಆರಂಭವಾಗುವ ಮೂವತ್ತು ನಿಮಿಷಗಳ ಮುಂಚಿತವಾಗಿ ಲಾಗಿನ್ ಮಾಡಬಹುದು. ತಾಂತ್ರಿಕ ನೆರವಿಗಾಗಿ ಸಹಾಯವಾಣಿಯನ್ನು ಸಂಪರ್ಕಿಸಬಹುದು.: [241, 1188, 585, 1209]
- quess-website[interactable]: https://www.quesscorp.com: [241, 1072, 310, 1079]
- magenta-dot: [89, 1468, 97, 1476]
- registration-dates: ದಿನಾಂಕ: 29.07.2025, 23.07.2025, 19.07.2025: [8, 1384, 116, 1391]
- office-name: ಕಾರ್ಯನಿರ್ವಾಹಕ ಅಧಿಯಂತರರು (ಉತ್ತರ): [720, 702, 812, 710]
- schedule-title: PETITION SCHEDULE PROPERTY: [133, 272, 225, 279]
- change-of-name-punith: [4, 141, 121, 269]
- schedule-row: [595, 1367, 937, 1373]
- company-contact: Email: investor@quesscorp.com | Website: www.quesscorp.com: [357, 650, 517, 657]
- kolar-court-summons: [477, 270, 589, 622]
- schedule-body: Landed property bearing Sy. No.40, new Sy. No.40/1 measuring 1 acre 0 10 guntas, situated at Nagaragere Village, Kasaba Hobli, Magadi Taluk, Ramanagara District.: [127, 281, 231, 315]
- date-5: ದಿನಾಂಕ: 19-08-2025: [887, 1360, 937, 1367]
- court-order-sign: BY ORDER OF THE COURT, SHERISTEDAR, HON'BLE I ADDL SENIOR CIVIL JUDGE AND CJM AT KOLAR.: [486, 483, 580, 510]
- advocate: MOHAN KUMAR H G, Advocate-KAR/1532/2013, No.42, 3rd Main, 8th Cross, Narenderaiah Layout, Bengaluru-560036: [242, 460, 350, 488]
- quess-footer: [241, 1393, 585, 1407]
- signatures: [707, 320, 937, 335]
- doc-download-label: 1. ಟೆಂಡರ್ ದಾಖಲೆ ಡೌನ್‌ಲೋಡ್ ಪ್ರಾರಂಭ: [595, 1334, 675, 1341]
- chit-dispute-notice: [357, 22, 475, 622]
- advocate-address: Address for service: T. Amarendra, Advocate, Kolar. Ph: 9448435882.: [490, 510, 576, 524]
- tender-header: [595, 687, 937, 703]
- box-body: I, HARISH M S, aged about 38 years, (Date of Birth 10.07.1987) residing at No. 26/3, Sangam Flowers, Mill Main Road, Mathikere, Bangalore North, Bengaluru, Karnataka, do hereby declare that I have changed my name from HARISHA M S to HARISH M S, vide affidavit dated 01.08.2025, sworn to before Smt. A. Manjula, Advocate & Notary Public, Govt. of India, Bengaluru.: [481, 37, 585, 137]
- reference-number: ಪತ್ರ ಸಂಖ್ಯೆ: ಕಾ.ಸಿಇ/61/12/2025-26: [595, 714, 673, 721]
- bid-6-label: 6. ತಾಂತ್ರಿಕ ಬಿಡ್ ತೆರೆಯುವ ದಿನ: [595, 1366, 654, 1373]
- respondent: AND NIL ...Respondent: [241, 334, 303, 341]
- notice-intro: ಮಾನ್ಯ ಉಪ ನೋಂದಣಾಧಿಕಾರಿಗಳ ಕಚೇರಿ, ಈ ಮೂಲಕ ಸಾರ್ವಜನಿಕರಿಗೆ ತಿಳಿಯಪಡಿಸುವುದೇನೆಂದರೆ ಕೆಳಕಂಡ ಸ್ವತ್ತುಗಳ ಬಗ್ಗೆ ನೋಂದಣಿ ಪ್ರಕ್ರಿಯೆ ನಡೆಯುತ್ತಿದ್ದು ಯಾರಿಗಾದರೂ ಯಾವುದೇ ರೀತಿಯ ಆಕ್ಷೇಪಣೆ ಇದ್ದಲ್ಲಿ ಸೂಕ್ತ ದಾಖಲೆಗಳೊಂದಿಗೆ ಹದಿನೈದು ದಿನಗಳೊಳಗಾಗಿ ಈ ಕಚೇರಿಗೆ ಸಲ್ಲಿಸತಕ್ಕದ್ದು. ತಪ್ಪಿದಲ್ಲಿ ಯಾವುದೇ ಆಕ್ಷೇಪಣೆ ಇಲ್ಲವೆಂದು ಪರಿಗಣಿಸಿ ಮುಂದಿನ ಕ್ರಮ ಕೈಗೊಳ್ಳಲಾಗುವುದು. ವಿಳಾಸ: ಉಪ ನೋಂದಣಾಧಿಕಾರಿಗಳ ಕಚೇರಿ, ಬೆಂಗಳೂರು.: [8, 456, 231, 483]
- cat1-works: 15) ಇಂಡೆಂಟ್ ನಂ: 44041 ರೂ. 16.00ಲಕ್ಷ 16) ಇಂಡೆಂಟ್ ನಂ: 44214 ರೂ. 13.00ಲಕ್ಷ: [595, 884, 762, 891]
- table-row: 5 ಶ್ರೀಮತಿ ಸರೋಜಮ್ಮ ಕೋಂ ನಾರಾಯಣಪ್ಪ, ವಾಸ ನಂ. 3, ಆನೇಕಲ್. ಸರ್ವೆ ನಂ. 61/4, ವಿಸ್ತೀರ್ಣ 0 ಎಕರೆ 20 ಗುಂಟೆ. ದಾನ-1 2025-26: [9, 977, 231, 1078]
- divider: [595, 172, 697, 173]
- investor-info-url[interactable]: https://www.quesscorp.com/investor-other-information/: [415, 1106, 550, 1113]
- table-row: 3 ಶ್ರೀ ಕೃಷ್ಣಪ್ಪ ಬಿನ್ ಮುನಿಯಪ್ಪ, ವಾಸ ನಂ. 5, ಹೊಸಕೋಟೆ. ಸರ್ವೆ ನಂ. 112, ವಿಸ್ತೀರ್ಣ 2 ಎಕರೆ. ಚಕ್ಕುಬಂದಿ ವಿವರ ಸಹಿತ. ಕ್ರಯ-1 2025-26: [9, 775, 231, 876]
- registrar-sign: ಸಹಿ/- ಉಪ ನೋಂದಣಾಧಿಕಾರಿ: [177, 1391, 231, 1398]
- cyan-dot: [78, 1468, 86, 1476]
- tender-schedule-dates: [595, 1334, 937, 1373]
- municipal-seal-icon: [693, 687, 709, 703]
- newspaper-logo: [885, 5, 938, 14]
- membership-no: ಸದಸ್ಯತ್ವ ಸಂಖ್ಯೆ: F8393: [539, 1399, 585, 1406]
- advocate-contact: Mobile: 7829749744 & 9742655599 EMAIL-ID: mohankumarhg222@gmail.com: [241, 488, 351, 501]
- versus: V/s: [817, 67, 827, 74]
- company-cin: CIN: L74140KA2007PLC043909: [357, 644, 438, 651]
- agm-title: ಕ್ವೆಸ್ ಕಾರ್ಪ್ ಲಿಮಿಟೆಡ್‌ನ 18ನೇ ವಾರ್ಷಿಕ ಸಾಮಾನ್ಯ ಸಭೆಯು ವಿಡಿಯೋ ಕಾನ್ಫರೆನ್ಸ್ (ವಿಸಿ)/ ಇತರ ಆಡಿಯೋ-ವಿಷುವಲ್ ಮೀನ್ಸ್ (ಒಎವಿಎಂ) ಮೂಲಕ ನಡೆಯಲಿದ್ದು, ರಿಮೋಟ್ ಇ-ಮತದಾನ ಸೌಲಭ್ಯ ಕುರಿತು ಮಾಹಿತಿ: [242, 668, 584, 687]
- box-body: This is to inform the general public that my client Mrs. Shwetha N D/o. Mr. Nagendra N is the absolute owner of the property bearing No. 28/1, Janjaru No. 28, PID No. 67737/67067, Khata No. 57/26, Situated at Jigani Village & Hobli, Anekal Taluk, Bangalore Urban District, measuring East to West: 32 feet and North to South: 32 feet. If anybody having any claim against the said property shall intimate the undersigned within 7 days.: [241, 37, 351, 112]
- court-sign: By Order of the Court, Senior Sheristedar, City Civil Court, Bengaluru: [243, 445, 349, 458]
- rta-name: MUFG Intime India Private Limited (Formerly Link Intime India Private Limited): [415, 1085, 585, 1099]
- ramanagara-court-notice: [123, 141, 235, 441]
- quess-sign: [526, 1393, 585, 1407]
- schedule-body: Property situated at Periyahalli Village, Vemagal Hobli, Kolar Taluk, bearing Survey No.3, measuring an extent of 5-06 Acres.: [481, 452, 585, 480]
- court-title: IN THE COURT OF THE HON'BLE I ADDL. SENIOR CIVIL JUDGE AND CJM AT KOLAR.: [483, 273, 583, 294]
- cyan-dot: [850, 1468, 858, 1476]
- change-of-name-rajanna: [477, 149, 589, 267]
